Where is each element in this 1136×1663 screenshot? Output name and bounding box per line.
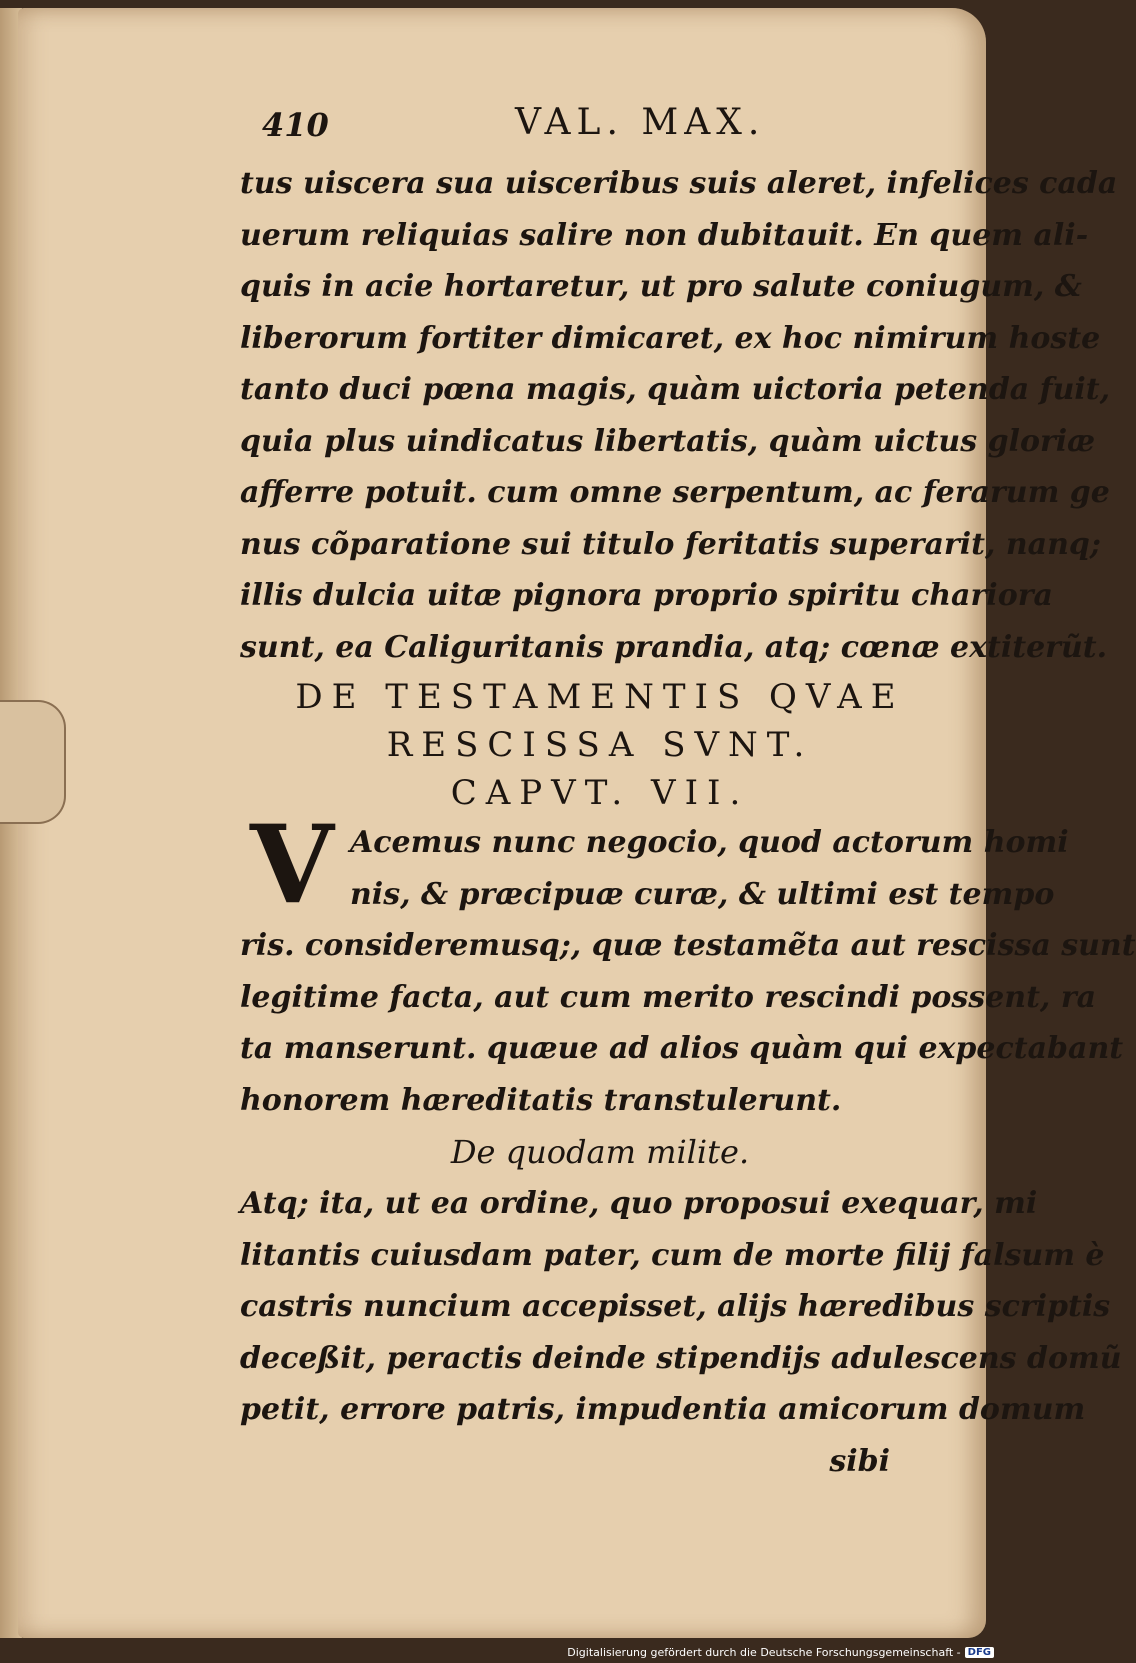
text-line: liberorum fortiter dimicaret, ex hoc nimirum hoste: [240, 320, 1101, 356]
text-line: nus cõparatione sui titulo feritatis superarit, nanq;: [240, 526, 1101, 562]
text-line: honorem hæreditatis transtulerunt.: [240, 1082, 842, 1118]
text-line: tus uiscera sua uisceribus suis aleret, infelices cada: [240, 166, 1118, 201]
text-line: ris. consideremusq;, quæ testamẽta aut rescissa sunt: [240, 928, 1136, 963]
page-text: [240, 100, 1136, 1487]
text-line: ta manserunt. quæue ad alios quàm qui expectabant: [240, 1031, 1124, 1066]
text-line: quis in acie hortaretur, ut pro salute coniugum, &: [240, 269, 1082, 304]
drop-cap: V: [250, 802, 334, 928]
clasp-tab: [0, 700, 66, 824]
chapter-caput: CAPVT. VII.: [450, 773, 750, 813]
running-title: VAL. MAX.: [515, 102, 766, 143]
text-line: uerum reliquias salire non dubitauit. En quem ali-: [240, 217, 1089, 253]
folio-number: 410: [262, 106, 329, 144]
text-line: sunt, ea Caliguritanis prandia, atq; cœnæ extiterũt.: [240, 629, 1108, 665]
chapter-opening: [240, 802, 1069, 928]
section-heading: De quodam milite.: [450, 1133, 750, 1171]
text-line: deceßit, peractis deinde stipendijs adulescens domũ: [240, 1340, 1122, 1376]
text-block-top: [240, 158, 1118, 673]
text-line: nis, & præcipuæ curæ, & ultimi est tempo: [350, 876, 1055, 912]
text-line: petit, errore patris, impudentia amicorum domum: [240, 1392, 1086, 1427]
text-line: tanto duci pœna magis, quàm uictoria petenda fuit,: [240, 372, 1111, 407]
catchword: sibi: [829, 1443, 890, 1479]
text-line: castris nuncium accepisset, alijs hæredibus scriptis: [240, 1289, 1111, 1324]
text-line: Atq; ita, ut ea ordine, quo proposui exequar, mi: [240, 1186, 1038, 1221]
text-line: litantis cuiusdam pater, cum de morte filij falsum è: [240, 1237, 1105, 1273]
chapter-title-line2: RESCISSA SVNT.: [386, 725, 814, 765]
text-line: illis dulcia uitæ pignora proprio spiritu chariora: [240, 578, 1053, 613]
page-header: [240, 100, 960, 158]
dfg-logo: DFG: [965, 1647, 994, 1658]
credit-text: Digitalisierung gefördert durch die Deutsche Forschungsgemeinschaft -: [567, 1646, 961, 1659]
text-line: Acemus nunc negocio, quod actorum homi: [350, 825, 1069, 860]
text-line: legitime facta, aut cum merito rescindi possent, ra: [240, 979, 1097, 1015]
text-line: afferre potuit. cum omne serpentum, ac ferarum ge: [240, 475, 1110, 510]
text-line: quia plus uindicatus libertatis, quàm uictus gloriæ: [240, 423, 1096, 459]
chapter-title-line1: DE TESTAMENTIS QVAE: [295, 677, 905, 717]
digitization-credit: [567, 1646, 994, 1659]
